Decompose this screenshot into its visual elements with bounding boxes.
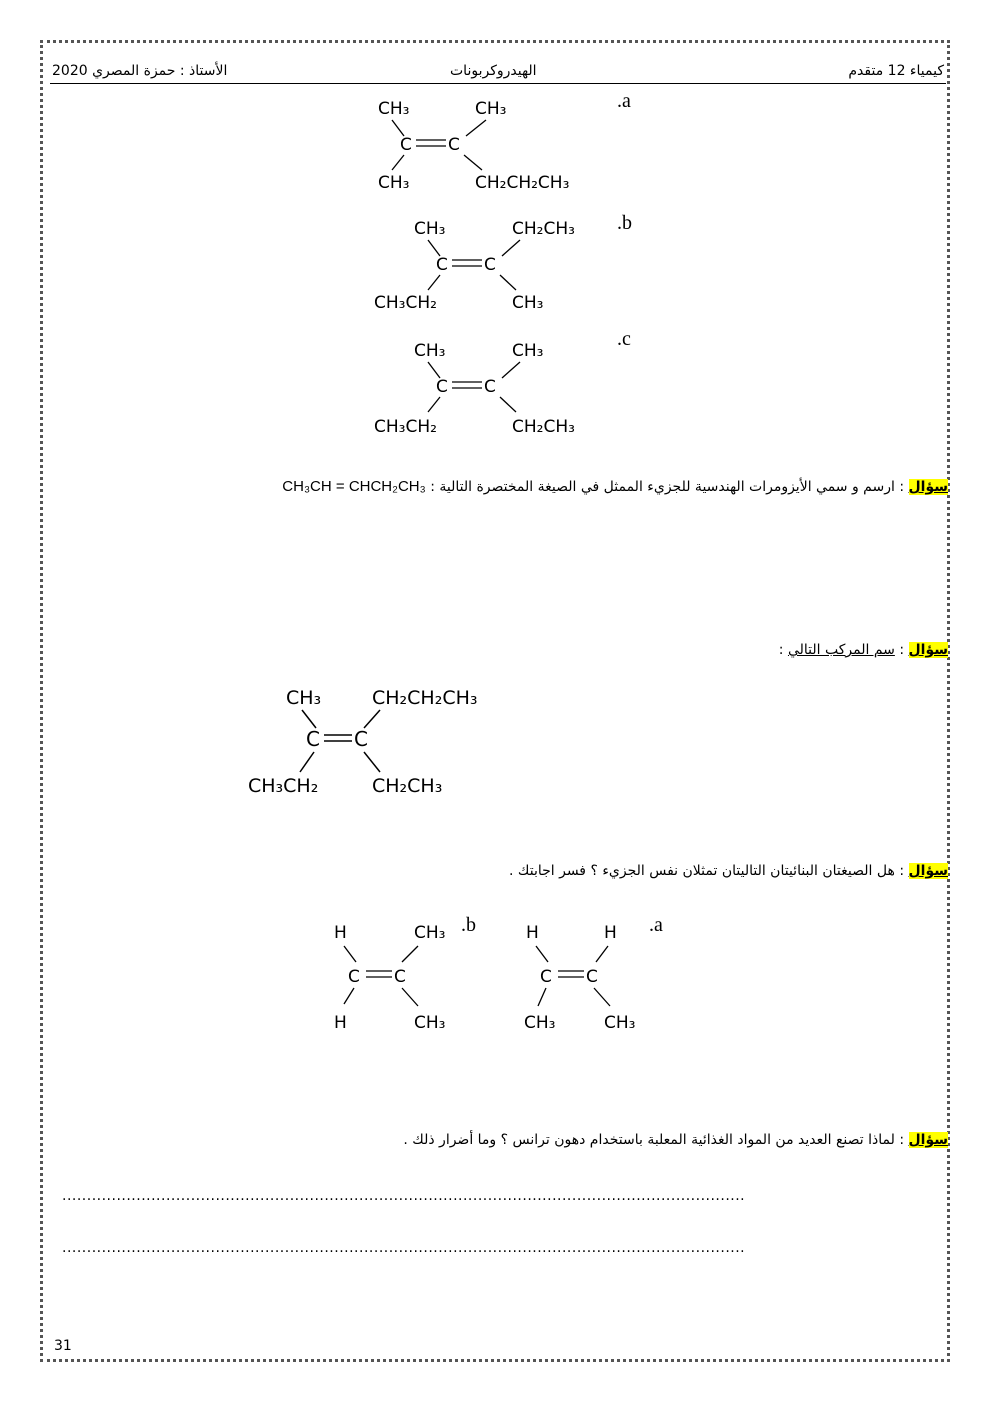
compare-label-a: .a bbox=[649, 914, 663, 936]
a-top-left: CH₃ bbox=[378, 99, 410, 119]
compound-c1: C bbox=[306, 727, 320, 751]
compound-top-right: CH₂CH₂CH₃ bbox=[372, 687, 478, 709]
cb-c2: C bbox=[394, 967, 406, 987]
compound-c2: C bbox=[354, 727, 368, 751]
ca-c2: C bbox=[586, 967, 598, 987]
ca-bottom-left: CH₃ bbox=[524, 1013, 556, 1033]
header-rule bbox=[50, 83, 946, 84]
cb-bottom-right: CH₃ bbox=[414, 1013, 446, 1033]
compare-label-b: .b bbox=[461, 914, 476, 936]
question-separator: : bbox=[894, 642, 909, 658]
compound-top-left: CH₃ bbox=[286, 687, 322, 709]
structure-a bbox=[360, 92, 620, 197]
compare-structure-b bbox=[326, 914, 466, 1039]
header-teacher: الأستاذ : حمزة المصري 2020 bbox=[52, 63, 228, 79]
b-top-left: CH₃ bbox=[414, 219, 446, 239]
compound-bottom-left: CH₃CH₂ bbox=[248, 775, 319, 797]
c-c2: C bbox=[484, 377, 496, 397]
b-c2: C bbox=[484, 255, 496, 275]
a-bottom-right: CH₂CH₂CH₃ bbox=[475, 173, 570, 193]
question-colon: : bbox=[778, 642, 788, 658]
question-keyword: سؤال bbox=[908, 1132, 948, 1148]
question-2 bbox=[779, 642, 948, 658]
a-c2: C bbox=[448, 135, 460, 155]
question-text: : لماذا تصنع العديد من المواد الغذائية المعلبة باستخدام دهون ترانس ؟ وما أضرار ذلك . bbox=[403, 1132, 909, 1148]
answer-line[interactable]: .......................................................................................................................................... bbox=[62, 1240, 746, 1256]
structure-c bbox=[372, 334, 612, 439]
c-bottom-right: CH₂CH₃ bbox=[512, 417, 575, 437]
question-4 bbox=[403, 1132, 948, 1148]
ca-top-left: H bbox=[526, 923, 539, 943]
b-top-right: CH₂CH₃ bbox=[512, 219, 575, 239]
header-subject: كيمياء 12 متقدم bbox=[848, 63, 944, 79]
question-1 bbox=[282, 478, 948, 495]
compare-structure-a bbox=[516, 914, 656, 1039]
formula: CH₃CH = CHCH₂CH₃ bbox=[282, 478, 426, 495]
question-text: : هل الصيغتان البنائيتان التاليتان تمثلان نفس الجزيء ؟ فسر اجابتك . bbox=[509, 863, 909, 879]
question-3 bbox=[509, 863, 948, 879]
compound-bottom-right: CH₂CH₃ bbox=[372, 775, 443, 797]
ca-bottom-right: CH₃ bbox=[604, 1013, 636, 1033]
b-c1: C bbox=[436, 255, 448, 275]
c-c1: C bbox=[436, 377, 448, 397]
c-top-left: CH₃ bbox=[414, 341, 446, 361]
cb-top-left: H bbox=[334, 923, 347, 943]
label-c: .c bbox=[617, 328, 631, 350]
a-bottom-left: CH₃ bbox=[378, 173, 410, 193]
page-number: 31 bbox=[54, 1338, 72, 1354]
label-b: .b bbox=[617, 212, 632, 234]
cb-c1: C bbox=[348, 967, 360, 987]
a-c1: C bbox=[400, 135, 412, 155]
b-bottom-right: CH₃ bbox=[512, 293, 544, 313]
a-top-right: CH₃ bbox=[475, 99, 507, 119]
b-bottom-left: CH₃CH₂ bbox=[374, 293, 437, 313]
question-keyword: سؤال bbox=[908, 479, 948, 495]
question-text: : ارسم و سمي الأيزومرات الهندسية للجزيء الممثل في الصيغة المختصرة التالية : bbox=[425, 479, 909, 495]
question-text: سم المركب التالي bbox=[787, 642, 895, 658]
label-a: .a bbox=[617, 90, 631, 112]
compound-structure bbox=[244, 676, 524, 806]
answer-line[interactable]: .......................................................................................................................................... bbox=[62, 1188, 746, 1204]
cb-top-right: CH₃ bbox=[414, 923, 446, 943]
structure-b bbox=[372, 212, 612, 317]
question-keyword: سؤال bbox=[908, 863, 948, 879]
ca-c1: C bbox=[540, 967, 552, 987]
c-top-right: CH₃ bbox=[512, 341, 544, 361]
cb-bottom-left: H bbox=[334, 1013, 347, 1033]
header-topic: الهيدروكربونات bbox=[450, 63, 537, 79]
question-keyword: سؤال bbox=[908, 642, 948, 658]
ca-top-right: H bbox=[604, 923, 617, 943]
c-bottom-left: CH₃CH₂ bbox=[374, 417, 437, 437]
